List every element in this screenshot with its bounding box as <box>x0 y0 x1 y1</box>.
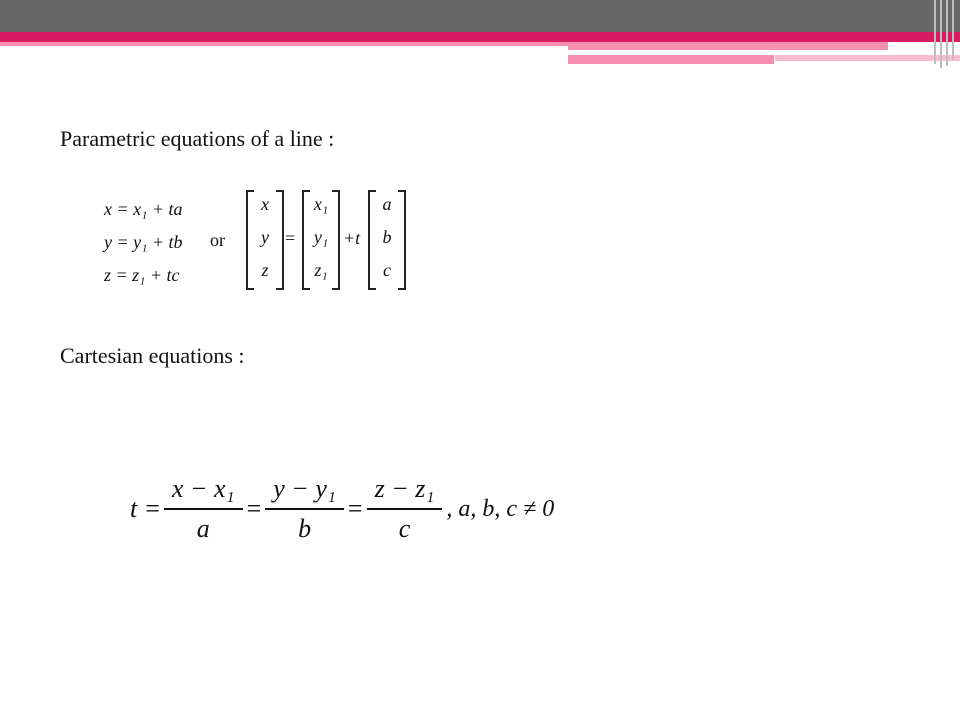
equation-z: z = z₁ + tc <box>104 265 180 285</box>
vector-cell: x₁ <box>313 194 329 214</box>
fraction-z <box>371 474 439 544</box>
vector-cell: z₁ <box>314 260 328 280</box>
denominator: c <box>367 508 443 544</box>
vector-cell: b <box>382 227 392 247</box>
heading-cartesian: Cartesian equations : <box>60 343 245 368</box>
equals-sign: = <box>347 494 363 523</box>
vector-cell: y <box>261 227 269 247</box>
header-gray-bar <box>0 0 960 32</box>
numerator: y − y₁ <box>273 474 336 503</box>
heading-parametric: Parametric equations of a line : <box>60 126 335 151</box>
plus-t: +t <box>343 228 361 248</box>
vector-cell: z <box>261 260 269 280</box>
corner-decoration <box>930 0 960 68</box>
vector-xyz <box>246 190 284 290</box>
header-accent-bar <box>0 32 960 42</box>
or-label: or <box>210 230 225 250</box>
denominator: b <box>265 508 344 544</box>
vector-point <box>302 190 340 290</box>
parametric-equations <box>104 193 183 292</box>
fraction-x <box>168 474 239 544</box>
numerator: x − x₁ <box>171 474 235 503</box>
header-light-bar-2 <box>568 55 774 64</box>
denominator: a <box>164 508 243 544</box>
equals-sign: = <box>145 494 160 523</box>
vector-cell: c <box>383 260 391 280</box>
equals-sign: = <box>285 228 296 248</box>
nonzero-condition: , a, b, c ≠ 0 <box>446 495 555 522</box>
equation-y: y = y₁ + tb <box>104 232 183 252</box>
vector-direction <box>368 190 406 290</box>
t-symbol: t <box>130 494 138 523</box>
vector-cell: a <box>382 194 392 214</box>
fraction-y <box>269 474 340 544</box>
vector-cell: x <box>261 194 269 214</box>
vector-cell: y₁ <box>313 227 329 247</box>
equation-x: x = x₁ + ta <box>104 199 183 219</box>
cartesian-equation <box>130 474 554 544</box>
header-accent-thin-bar <box>0 42 568 46</box>
header-light-bar-1-gap <box>568 50 888 53</box>
numerator: z − z₁ <box>374 474 435 503</box>
equals-sign: = <box>246 494 262 523</box>
